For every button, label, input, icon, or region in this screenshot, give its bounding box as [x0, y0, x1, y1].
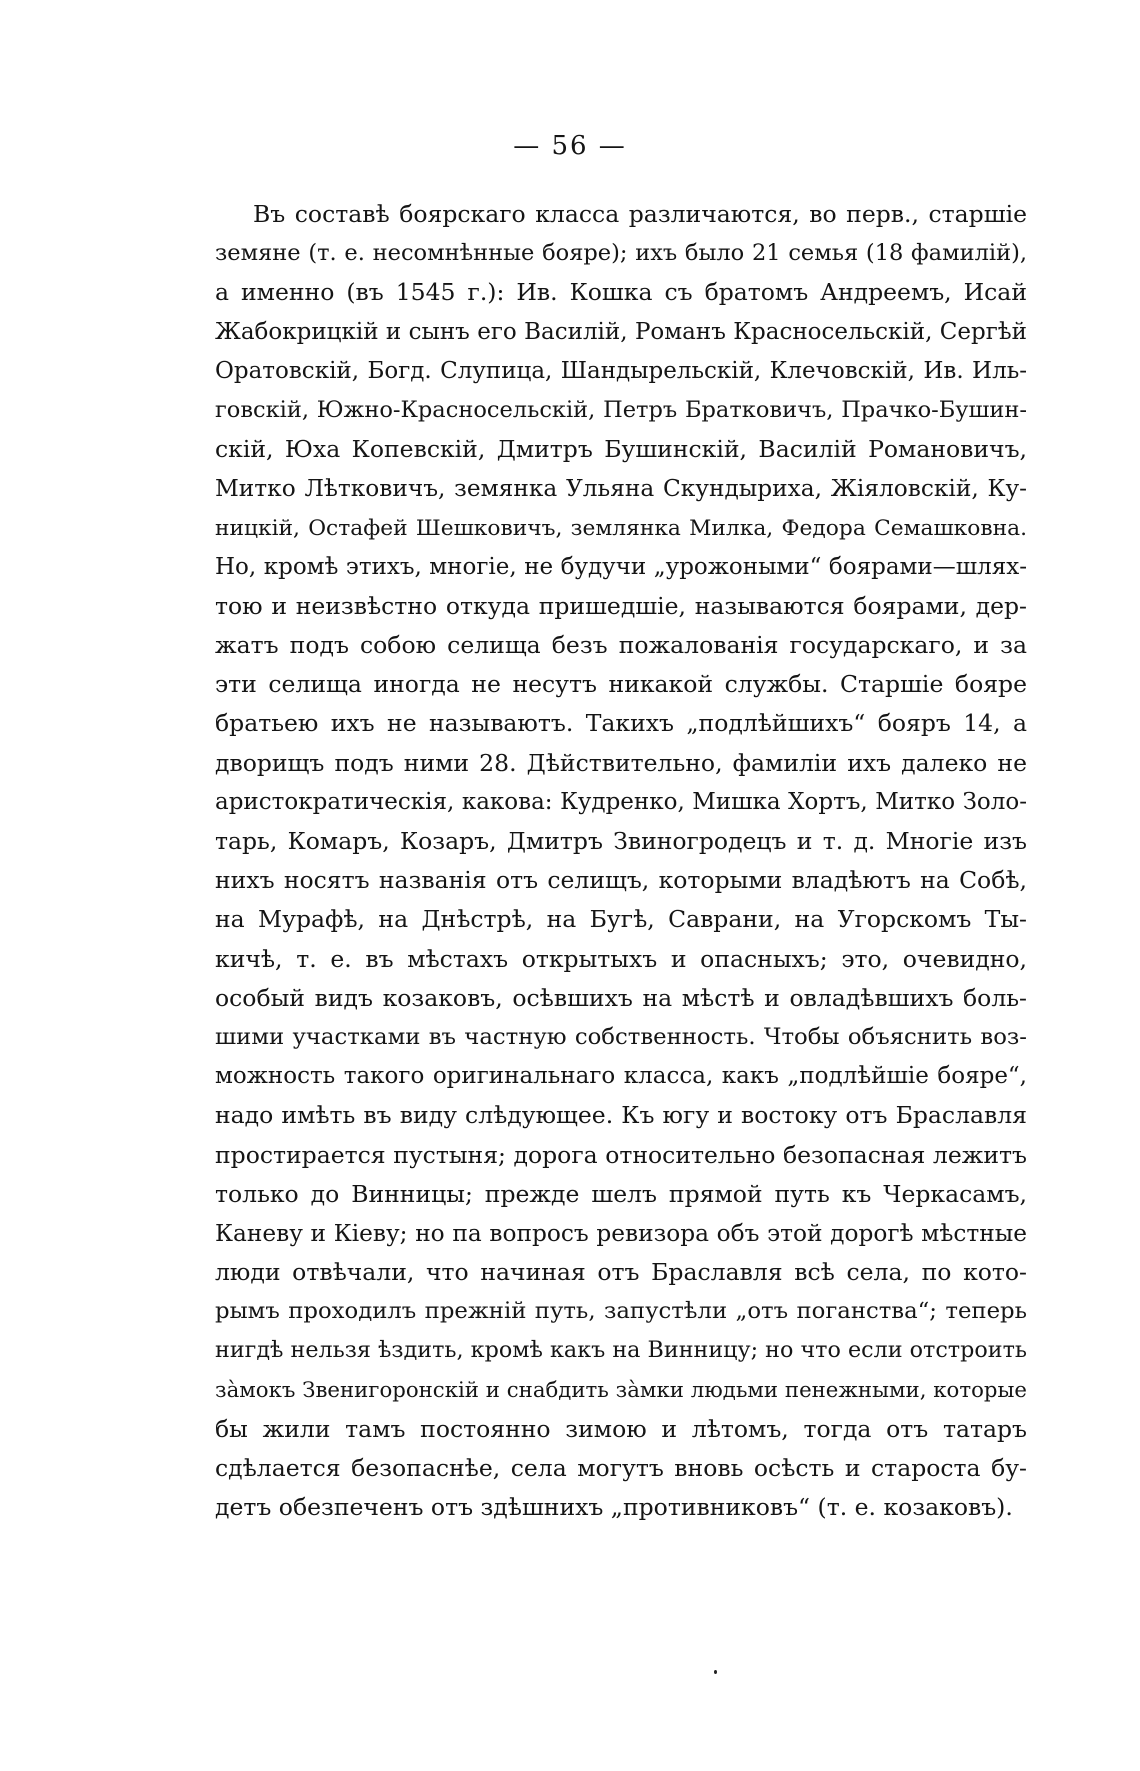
text-line: говскій, Южно-Красносельскій, Петръ Братковичъ, Прачко-Бушин- [215, 396, 1027, 423]
text-line: простирается пустыня; дорога относительно безопасная лежитъ [215, 1140, 1027, 1169]
text-line: особый видъ козаковъ, осѣвшихъ на мѣстѣ и овладѣвшихъ боль- [215, 983, 1027, 1012]
text-line: зàмокъ Звенигоронскій и снабдить зàмки людьми пенежными, которые [215, 1377, 1027, 1403]
text-line: Но, кромѣ этихъ, многіе, не будучи „урожоными“ боярами—шлях- [215, 553, 1027, 580]
text-line: тою и неизвѣстно откуда пришедшіе, называются боярами, дер- [215, 591, 1027, 620]
text-line: детъ обезпеченъ отъ здѣшнихъ „противниковъ“ (т. е. козаковъ). [215, 1493, 1013, 1522]
text-line: скій, Юха Копевскій, Дмитръ Бушинскій, Василій Романовичъ, [215, 435, 1027, 464]
text-line: эти селища иногда не несутъ никакой службы. Старшіе бояре [215, 670, 1027, 699]
text-line: на Мурафѣ, на Днѣстрѣ, на Бугѣ, Саврани, на Угорскомъ Ты- [215, 905, 1027, 934]
text-line: а именно (въ 1545 г.): Ив. Кошка съ братомъ Андреемъ, Исай [215, 278, 1027, 307]
text-line: только до Винницы; прежде шелъ прямой путь къ Черкасамъ, [215, 1179, 1027, 1208]
text-line: братьею ихъ не называютъ. Такихъ „подлѣйшихъ“ бояръ 14, а [215, 709, 1027, 738]
text-line: бы жили тамъ постоянно зимою и лѣтомъ, тогда отъ татаръ [215, 1414, 1027, 1443]
text-line: нигдѣ нельзя ѣздить, кромѣ какъ на Винницу; но что если отстроить [215, 1337, 1027, 1364]
text-line: шими участками въ частную собственность. Чтобы объяснить воз- [215, 1023, 1027, 1050]
text-line: аристократическія, какова: Кудренко, Мишка Хортъ, Митко Золо- [215, 788, 1027, 815]
text-line: рымъ проходилъ прежній путь, запустѣли „отъ поганства“; теперь [215, 1298, 1027, 1325]
text-line: Въ составѣ боярскаго класса различаются, во перв., старшіе [253, 200, 1027, 228]
text-line: кичѣ, т. е. въ мѣстахъ открытыхъ и опасныхъ; это, очевидно, [215, 944, 1027, 973]
text-line: тарь, Комаръ, Козаръ, Дмитръ Звиногродецъ и т. д. Многіе изъ [215, 827, 1027, 855]
page-number: — 56 — [513, 131, 627, 161]
text-line: ницкій, Остафей Шешковичъ, землянка Милка, Федора Семашковна. [215, 515, 1027, 541]
text-line: дворищъ подъ ними 28. Дѣйствительно, фамиліи ихъ далеко не [215, 748, 1027, 777]
text-line: земяне (т. е. несомнѣнные бояре); ихъ было 21 семья (18 фамилій), [215, 240, 1027, 267]
text-line: можность такого оригинальнаго класса, какъ „подлѣйшіе бояре“, [215, 1063, 1027, 1090]
text-line: жатъ подъ собою селища безъ пожалованія государскаго, и за [215, 631, 1027, 660]
text-line: Каневу и Кіеву; но па вопросъ ревизора объ этой дорогѣ мѣстные [215, 1219, 1027, 1247]
text-line: Оратовскій, Богд. Слупица, Шандырельскій, Клечовскій, Ив. Иль- [215, 357, 1027, 384]
text-line: сдѣлается безопаснѣе, села могутъ вновь осѣсть и староста бу- [215, 1454, 1027, 1482]
text-line: Митко Лѣтковичъ, земянка Ульяна Скундыриха, Жіяловскій, Ку- [215, 475, 1027, 503]
text-line: нихъ носятъ названія отъ селищъ, которыми владѣютъ на Собѣ, [215, 866, 1027, 895]
print-speck [714, 1670, 717, 1674]
text-line: надо имѣть въ виду слѣдующее. Къ югу и востоку отъ Браславля [215, 1101, 1027, 1130]
text-line: Жабокрицкій и сынъ его Василій, Романъ Красносельскій, Сергѣй [215, 318, 1027, 345]
text-line: люди отвѣчали, что начиная отъ Браславля всѣ села, по кото- [215, 1258, 1027, 1287]
body-text [215, 195, 1027, 1527]
